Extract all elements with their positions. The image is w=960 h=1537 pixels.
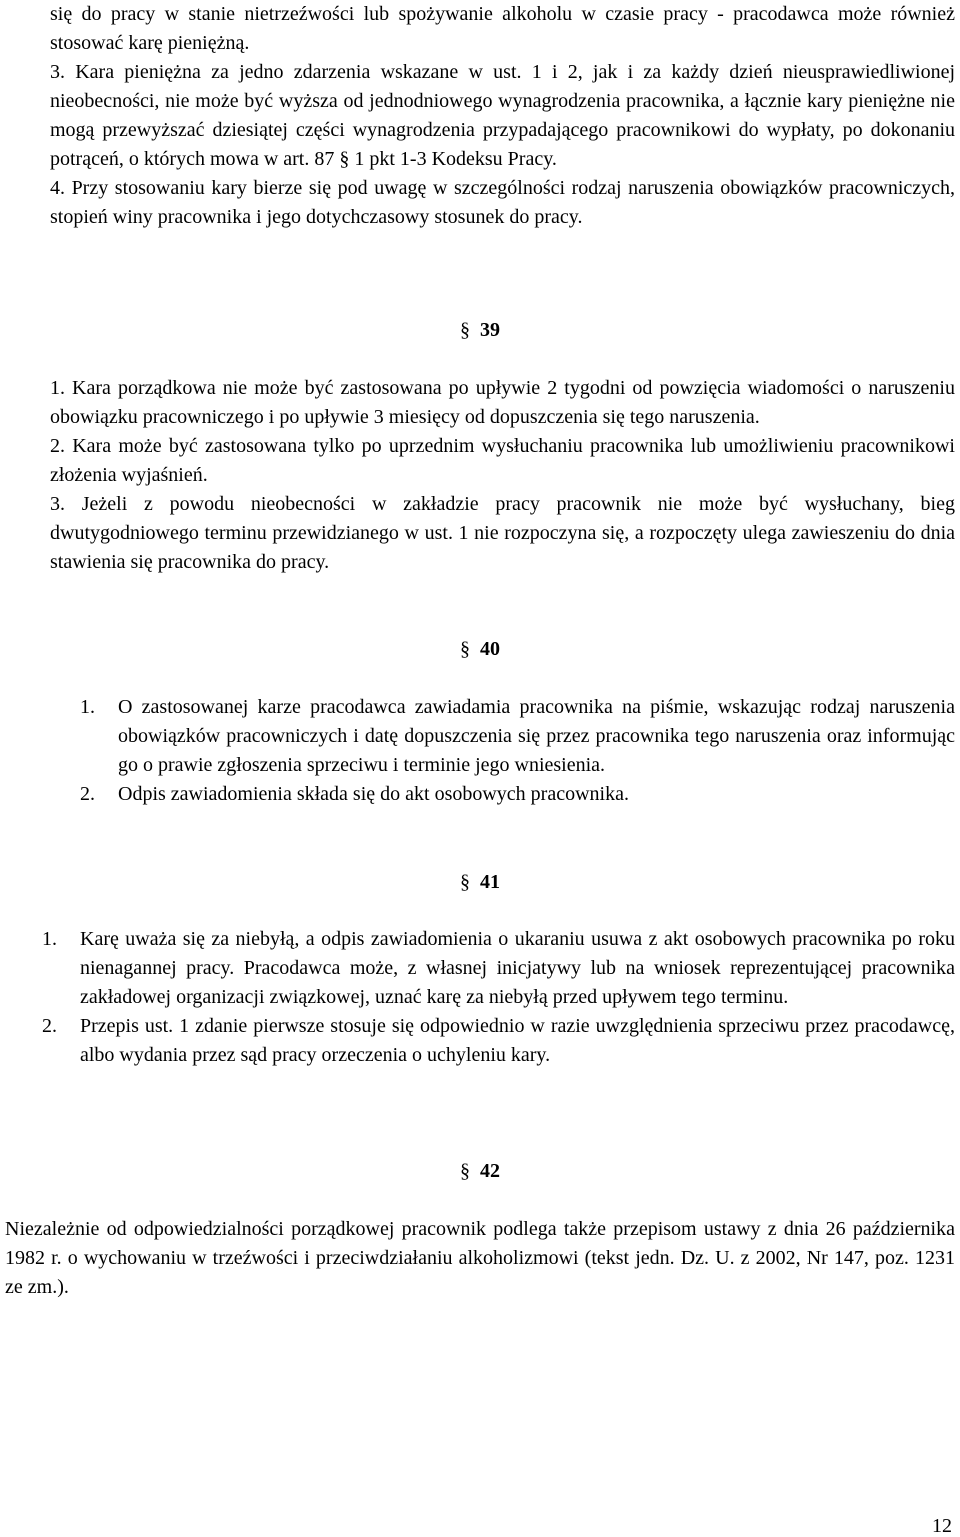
- section-heading-42: [0, 1157, 960, 1186]
- item-text: O zastosowanej karze pracodawca zawiadamia pracownika na piśmie, wskazując rodzaj naruszenia obowiązków pracowniczych i datę dopuszczenia się przez pracownika tego naruszenia oraz informując go o prawie zgłoszenia sprzeciwu i terminie jego wniesienia.: [118, 696, 955, 776]
- item-text: Odpis zawiadomienia składa się do akt osobowych pracownika.: [118, 783, 629, 805]
- section-symbol: §: [460, 1160, 470, 1182]
- section-number: 39: [480, 319, 500, 341]
- s39-paragraph-1: 1. Kara porządkowa nie może być zastosowana po upływie 2 tygodni od powzięcia wiadomości o naruszeniu obowiązku pracowniczego i po upływie 3 miesięcy od dopuszczenia się tego naruszenia.: [50, 377, 955, 428]
- item-number: 1.: [80, 696, 95, 718]
- section-symbol: §: [460, 871, 470, 893]
- section-symbol: §: [460, 319, 470, 341]
- paragraph-continuation: się do pracy w stanie nietrzeźwości lub spożywanie alkoholu w czasie pracy - pracodawca może również stosować karę pieniężną.: [50, 3, 955, 54]
- s42-paragraph: Niezależnie od odpowiedzialności porządkowej pracownik podlega także przepisom ustawy z dnia 26 października 1982 r. o wychowaniu w trzeźwości i przeciwdziałaniu alkoholizmowi (tekst jedn. Dz. U. z 2002, Nr 147, poz. 1231 ze zm.).: [5, 1218, 955, 1298]
- item-text: Przepis ust. 1 zdanie pierwsze stosuje się odpowiednio w razie uwzględnienia sprzeciwu przez pracodawcę, albo wydania przez sąd pracy orzeczenia o uchyleniu kary.: [80, 1015, 955, 1066]
- section-40-list: [80, 693, 955, 809]
- item-number: 2.: [80, 783, 95, 805]
- list-item: [80, 693, 955, 780]
- item-number: 1.: [42, 928, 57, 950]
- list-item: [80, 780, 955, 809]
- section-heading-40: [0, 635, 960, 664]
- page-number: 12: [932, 1515, 952, 1537]
- section-41-list: [42, 925, 955, 1070]
- paragraph-3: 3. Kara pieniężna za jedno zdarzenia wskazane w ust. 1 i 2, jak i za każdy dzień nieusprawiedliwionej nieobecności, nie może być wyższa od jednodniowego wynagrodzenia pracownika, a łącznie kary pieniężne nie mogą przewyższać dziesiątej części wynagrodzenia przypadającego pracownikowi do wypłaty, po dokonaniu potrąceń, o których mowa w art. 87 § 1 pkt 1-3 Kodeksu Pracy.: [50, 61, 955, 170]
- section-number: 40: [480, 638, 500, 660]
- section-42-body: [5, 1215, 955, 1302]
- s39-paragraph-3: 3. Jeżeli z powodu nieobecności w zakładzie pracy pracownik nie może być wysłuchany, bieg dwutygodniowego terminu przewidzianego w ust. 1 nie rozpoczyna się, a rozpoczęty ulega zawieszeniu do dnia stawienia się pracownika do pracy.: [50, 493, 955, 573]
- list-item: [42, 1012, 955, 1070]
- s39-paragraph-2: 2. Kara może być zastosowana tylko po uprzednim wysłuchaniu pracownika lub umożliwieniu pracownikowi złożenia wyjaśnień.: [50, 435, 955, 486]
- paragraph-4: 4. Przy stosowaniu kary bierze się pod uwagę w szczególności rodzaj naruszenia obowiązków pracowniczych, stopień winy pracownika i jego dotychczasowy stosunek do pracy.: [50, 177, 955, 228]
- list-item: [42, 925, 955, 1012]
- top-block: [50, 0, 955, 232]
- item-text: Karę uważa się za niebyłą, a odpis zawiadomienia o ukaraniu usuwa z akt osobowych pracownika po roku nienagannej pracy. Pracodawca może, z własnej inicjatywy lub na wniosek reprezentującej pracownika zakładowej organizacji związkowej, uznać karę za niebyłą przed upływem tego terminu.: [80, 928, 955, 1008]
- section-heading-39: [0, 316, 960, 345]
- section-heading-41: [0, 868, 960, 897]
- section-number: 42: [480, 1160, 500, 1182]
- section-symbol: §: [460, 638, 470, 660]
- item-number: 2.: [42, 1015, 57, 1037]
- section-number: 41: [480, 871, 500, 893]
- section-39-body: [50, 374, 955, 577]
